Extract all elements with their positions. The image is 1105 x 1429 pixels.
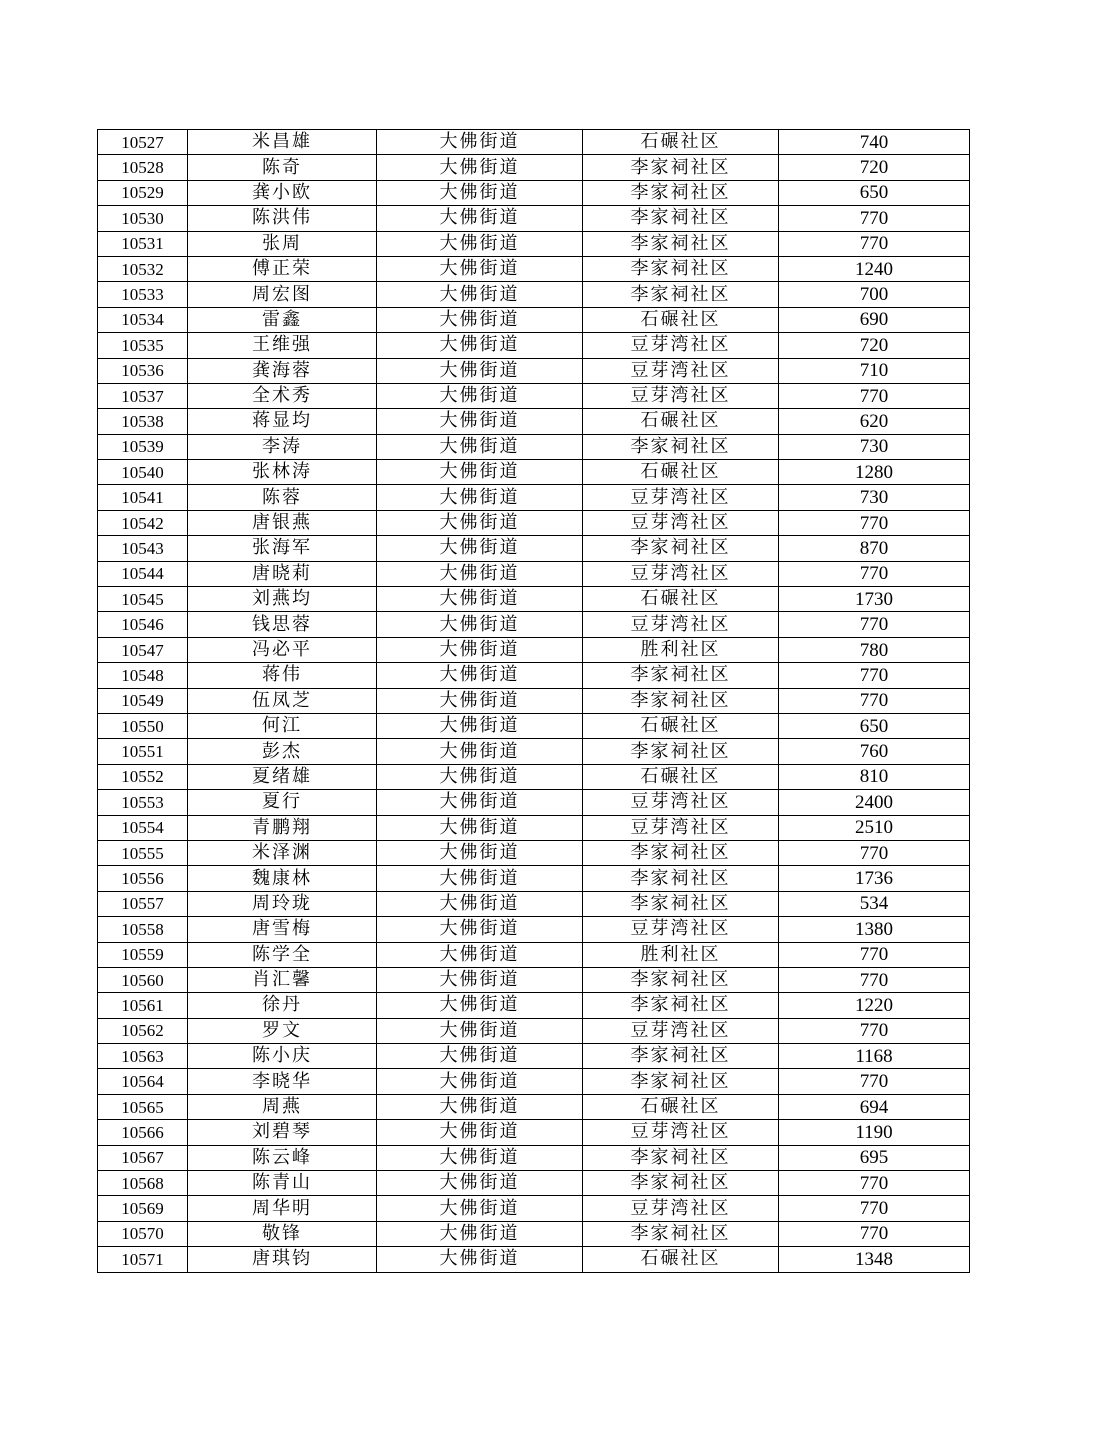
cell-name: 夏绪雄 [188,764,377,789]
cell-amount: 770 [779,206,970,231]
table-row [98,815,970,840]
cell-name: 冯必平 [188,637,377,662]
cell-name: 陈云峰 [188,1145,377,1170]
cell-name: 伍凤芝 [188,688,377,713]
cell-amount: 720 [779,333,970,358]
cell-name: 唐琪钧 [188,1247,377,1272]
cell-id: 10547 [98,637,188,662]
table-row [98,1196,970,1221]
table-row [98,790,970,815]
cell-id: 10543 [98,536,188,561]
cell-id: 10533 [98,282,188,307]
cell-amount: 780 [779,637,970,662]
cell-id: 10542 [98,510,188,535]
cell-id: 10566 [98,1120,188,1145]
cell-street: 大佛街道 [377,358,583,383]
cell-name: 雷鑫 [188,307,377,332]
table-row [98,282,970,307]
cell-community: 李家祠社区 [583,282,779,307]
cell-name: 唐银燕 [188,510,377,535]
table-row [98,891,970,916]
cell-community: 豆芽湾社区 [583,1018,779,1043]
cell-name: 王维强 [188,333,377,358]
cell-id: 10570 [98,1221,188,1246]
table-row [98,840,970,865]
cell-id: 10560 [98,967,188,992]
cell-name: 陈青山 [188,1171,377,1196]
cell-id: 10553 [98,790,188,815]
cell-community: 李家祠社区 [583,1145,779,1170]
cell-street: 大佛街道 [377,206,583,231]
cell-community: 石碾社区 [583,1247,779,1272]
cell-community: 石碾社区 [583,764,779,789]
cell-amount: 1220 [779,993,970,1018]
cell-community: 豆芽湾社区 [583,815,779,840]
cell-amount: 770 [779,967,970,992]
cell-street: 大佛街道 [377,663,583,688]
cell-street: 大佛街道 [377,1018,583,1043]
cell-id: 10548 [98,663,188,688]
cell-street: 大佛街道 [377,688,583,713]
cell-amount: 770 [779,561,970,586]
cell-id: 10551 [98,739,188,764]
table-row [98,1018,970,1043]
table-row [98,409,970,434]
cell-amount: 2510 [779,815,970,840]
table-row [98,587,970,612]
table-row [98,967,970,992]
cell-amount: 1280 [779,460,970,485]
cell-community: 李家祠社区 [583,206,779,231]
cell-id: 10564 [98,1069,188,1094]
cell-community: 石碾社区 [583,307,779,332]
cell-id: 10536 [98,358,188,383]
cell-community: 豆芽湾社区 [583,612,779,637]
cell-id: 10558 [98,917,188,942]
cell-community: 豆芽湾社区 [583,1196,779,1221]
cell-street: 大佛街道 [377,790,583,815]
table-row [98,460,970,485]
table-row [98,739,970,764]
cell-name: 周华明 [188,1196,377,1221]
cell-id: 10556 [98,866,188,891]
cell-id: 10545 [98,587,188,612]
cell-name: 张周 [188,231,377,256]
table-row [98,688,970,713]
cell-street: 大佛街道 [377,1171,583,1196]
cell-street: 大佛街道 [377,1145,583,1170]
cell-id: 10555 [98,840,188,865]
cell-street: 大佛街道 [377,130,583,155]
cell-name: 陈蓉 [188,485,377,510]
cell-street: 大佛街道 [377,764,583,789]
cell-community: 李家祠社区 [583,536,779,561]
cell-street: 大佛街道 [377,840,583,865]
cell-id: 10530 [98,206,188,231]
cell-community: 李家祠社区 [583,1171,779,1196]
cell-street: 大佛街道 [377,1044,583,1069]
cell-name: 周燕 [188,1094,377,1119]
cell-name: 周玲珑 [188,891,377,916]
cell-community: 豆芽湾社区 [583,383,779,408]
cell-community: 李家祠社区 [583,1221,779,1246]
cell-amount: 710 [779,358,970,383]
cell-name: 李涛 [188,434,377,459]
cell-name: 彭杰 [188,739,377,764]
table-row [98,358,970,383]
table-row [98,1044,970,1069]
cell-street: 大佛街道 [377,866,583,891]
cell-community: 石碾社区 [583,713,779,738]
cell-id: 10527 [98,130,188,155]
cell-id: 10565 [98,1094,188,1119]
cell-street: 大佛街道 [377,1221,583,1246]
table-row [98,130,970,155]
cell-name: 蒋显均 [188,409,377,434]
cell-amount: 770 [779,942,970,967]
cell-street: 大佛街道 [377,637,583,662]
cell-amount: 1190 [779,1120,970,1145]
cell-community: 豆芽湾社区 [583,790,779,815]
cell-amount: 1736 [779,866,970,891]
cell-amount: 720 [779,155,970,180]
cell-street: 大佛街道 [377,891,583,916]
cell-id: 10568 [98,1171,188,1196]
cell-amount: 770 [779,383,970,408]
cell-name: 陈奇 [188,155,377,180]
cell-id: 10531 [98,231,188,256]
cell-amount: 760 [779,739,970,764]
cell-id: 10544 [98,561,188,586]
cell-street: 大佛街道 [377,383,583,408]
cell-street: 大佛街道 [377,739,583,764]
cell-amount: 770 [779,663,970,688]
cell-amount: 770 [779,231,970,256]
cell-amount: 770 [779,840,970,865]
cell-amount: 534 [779,891,970,916]
cell-street: 大佛街道 [377,460,583,485]
cell-name: 周宏图 [188,282,377,307]
cell-street: 大佛街道 [377,1120,583,1145]
cell-amount: 740 [779,130,970,155]
cell-id: 10571 [98,1247,188,1272]
cell-amount: 690 [779,307,970,332]
cell-amount: 770 [779,612,970,637]
cell-community: 豆芽湾社区 [583,917,779,942]
cell-street: 大佛街道 [377,612,583,637]
cell-community: 石碾社区 [583,587,779,612]
cell-id: 10559 [98,942,188,967]
cell-street: 大佛街道 [377,510,583,535]
cell-name: 全术秀 [188,383,377,408]
cell-street: 大佛街道 [377,282,583,307]
cell-amount: 730 [779,485,970,510]
table-row [98,942,970,967]
cell-community: 李家祠社区 [583,993,779,1018]
table-row [98,993,970,1018]
cell-street: 大佛街道 [377,180,583,205]
table-body [98,130,970,1273]
cell-street: 大佛街道 [377,231,583,256]
cell-name: 徐丹 [188,993,377,1018]
cell-name: 米泽渊 [188,840,377,865]
table-row [98,1171,970,1196]
table-row [98,713,970,738]
cell-amount: 730 [779,434,970,459]
cell-community: 石碾社区 [583,130,779,155]
cell-street: 大佛街道 [377,434,583,459]
cell-community: 石碾社区 [583,409,779,434]
cell-community: 豆芽湾社区 [583,485,779,510]
cell-community: 李家祠社区 [583,891,779,916]
cell-amount: 1348 [779,1247,970,1272]
cell-amount: 770 [779,510,970,535]
cell-street: 大佛街道 [377,942,583,967]
cell-name: 何江 [188,713,377,738]
table-row [98,1069,970,1094]
cell-amount: 1240 [779,256,970,281]
table-row [98,1094,970,1119]
cell-amount: 650 [779,713,970,738]
cell-street: 大佛街道 [377,1247,583,1272]
table-row [98,917,970,942]
cell-amount: 770 [779,1221,970,1246]
cell-id: 10561 [98,993,188,1018]
cell-street: 大佛街道 [377,993,583,1018]
cell-name: 夏行 [188,790,377,815]
cell-amount: 870 [779,536,970,561]
cell-amount: 620 [779,409,970,434]
cell-street: 大佛街道 [377,307,583,332]
cell-street: 大佛街道 [377,485,583,510]
table-row [98,383,970,408]
table-row [98,333,970,358]
cell-community: 豆芽湾社区 [583,561,779,586]
table-row [98,256,970,281]
cell-amount: 694 [779,1094,970,1119]
table-row [98,1145,970,1170]
cell-name: 刘碧琴 [188,1120,377,1145]
cell-community: 李家祠社区 [583,256,779,281]
cell-id: 10540 [98,460,188,485]
cell-id: 10562 [98,1018,188,1043]
cell-street: 大佛街道 [377,587,583,612]
table-row [98,434,970,459]
cell-id: 10569 [98,1196,188,1221]
data-table [97,129,970,1273]
cell-community: 李家祠社区 [583,1044,779,1069]
cell-street: 大佛街道 [377,815,583,840]
table-row [98,1120,970,1145]
table-row [98,231,970,256]
cell-street: 大佛街道 [377,333,583,358]
cell-community: 李家祠社区 [583,1069,779,1094]
cell-community: 豆芽湾社区 [583,1120,779,1145]
table-row [98,536,970,561]
cell-name: 龚小欧 [188,180,377,205]
cell-amount: 770 [779,1018,970,1043]
cell-name: 钱思蓉 [188,612,377,637]
cell-id: 10528 [98,155,188,180]
cell-id: 10539 [98,434,188,459]
table-row [98,1247,970,1272]
cell-amount: 770 [779,1069,970,1094]
cell-amount: 700 [779,282,970,307]
table-row [98,1221,970,1246]
cell-name: 唐晓莉 [188,561,377,586]
cell-id: 10552 [98,764,188,789]
cell-name: 龚海蓉 [188,358,377,383]
cell-id: 10538 [98,409,188,434]
cell-name: 张林涛 [188,460,377,485]
cell-community: 豆芽湾社区 [583,358,779,383]
table-row [98,866,970,891]
cell-amount: 695 [779,1145,970,1170]
cell-id: 10557 [98,891,188,916]
table-row [98,637,970,662]
table-row [98,307,970,332]
cell-street: 大佛街道 [377,1094,583,1119]
cell-community: 李家祠社区 [583,967,779,992]
cell-amount: 650 [779,180,970,205]
cell-community: 李家祠社区 [583,155,779,180]
cell-name: 张海军 [188,536,377,561]
table-row [98,155,970,180]
table-row [98,561,970,586]
cell-street: 大佛街道 [377,917,583,942]
cell-community: 石碾社区 [583,460,779,485]
cell-id: 10534 [98,307,188,332]
cell-community: 李家祠社区 [583,840,779,865]
cell-amount: 810 [779,764,970,789]
cell-street: 大佛街道 [377,536,583,561]
cell-name: 罗文 [188,1018,377,1043]
table-row [98,206,970,231]
table-row [98,180,970,205]
cell-id: 10532 [98,256,188,281]
cell-id: 10541 [98,485,188,510]
cell-street: 大佛街道 [377,256,583,281]
table-row [98,612,970,637]
cell-id: 10567 [98,1145,188,1170]
cell-community: 李家祠社区 [583,180,779,205]
cell-community: 李家祠社区 [583,663,779,688]
cell-id: 10554 [98,815,188,840]
cell-street: 大佛街道 [377,1069,583,1094]
cell-community: 李家祠社区 [583,866,779,891]
cell-street: 大佛街道 [377,561,583,586]
cell-street: 大佛街道 [377,713,583,738]
table-row [98,510,970,535]
cell-id: 10550 [98,713,188,738]
cell-community: 豆芽湾社区 [583,333,779,358]
cell-name: 陈洪伟 [188,206,377,231]
cell-name: 青鹏翔 [188,815,377,840]
cell-amount: 770 [779,1171,970,1196]
cell-community: 胜利社区 [583,942,779,967]
cell-community: 豆芽湾社区 [583,510,779,535]
cell-id: 10563 [98,1044,188,1069]
cell-name: 陈学全 [188,942,377,967]
cell-street: 大佛街道 [377,155,583,180]
cell-name: 唐雪梅 [188,917,377,942]
cell-community: 李家祠社区 [583,739,779,764]
cell-id: 10529 [98,180,188,205]
cell-amount: 770 [779,1196,970,1221]
cell-id: 10537 [98,383,188,408]
cell-name: 肖汇馨 [188,967,377,992]
cell-amount: 2400 [779,790,970,815]
cell-id: 10546 [98,612,188,637]
table-row [98,764,970,789]
cell-id: 10549 [98,688,188,713]
cell-street: 大佛街道 [377,967,583,992]
cell-amount: 1380 [779,917,970,942]
cell-community: 李家祠社区 [583,434,779,459]
cell-name: 魏康林 [188,866,377,891]
table-row [98,485,970,510]
cell-name: 敬锋 [188,1221,377,1246]
cell-street: 大佛街道 [377,409,583,434]
cell-name: 李晓华 [188,1069,377,1094]
cell-amount: 770 [779,688,970,713]
cell-amount: 1168 [779,1044,970,1069]
cell-name: 陈小庆 [188,1044,377,1069]
cell-community: 李家祠社区 [583,688,779,713]
cell-name: 蒋伟 [188,663,377,688]
cell-name: 米昌雄 [188,130,377,155]
table-row [98,663,970,688]
cell-name: 傅正荣 [188,256,377,281]
cell-amount: 1730 [779,587,970,612]
cell-id: 10535 [98,333,188,358]
cell-community: 胜利社区 [583,637,779,662]
cell-street: 大佛街道 [377,1196,583,1221]
cell-community: 石碾社区 [583,1094,779,1119]
cell-community: 李家祠社区 [583,231,779,256]
cell-name: 刘燕均 [188,587,377,612]
